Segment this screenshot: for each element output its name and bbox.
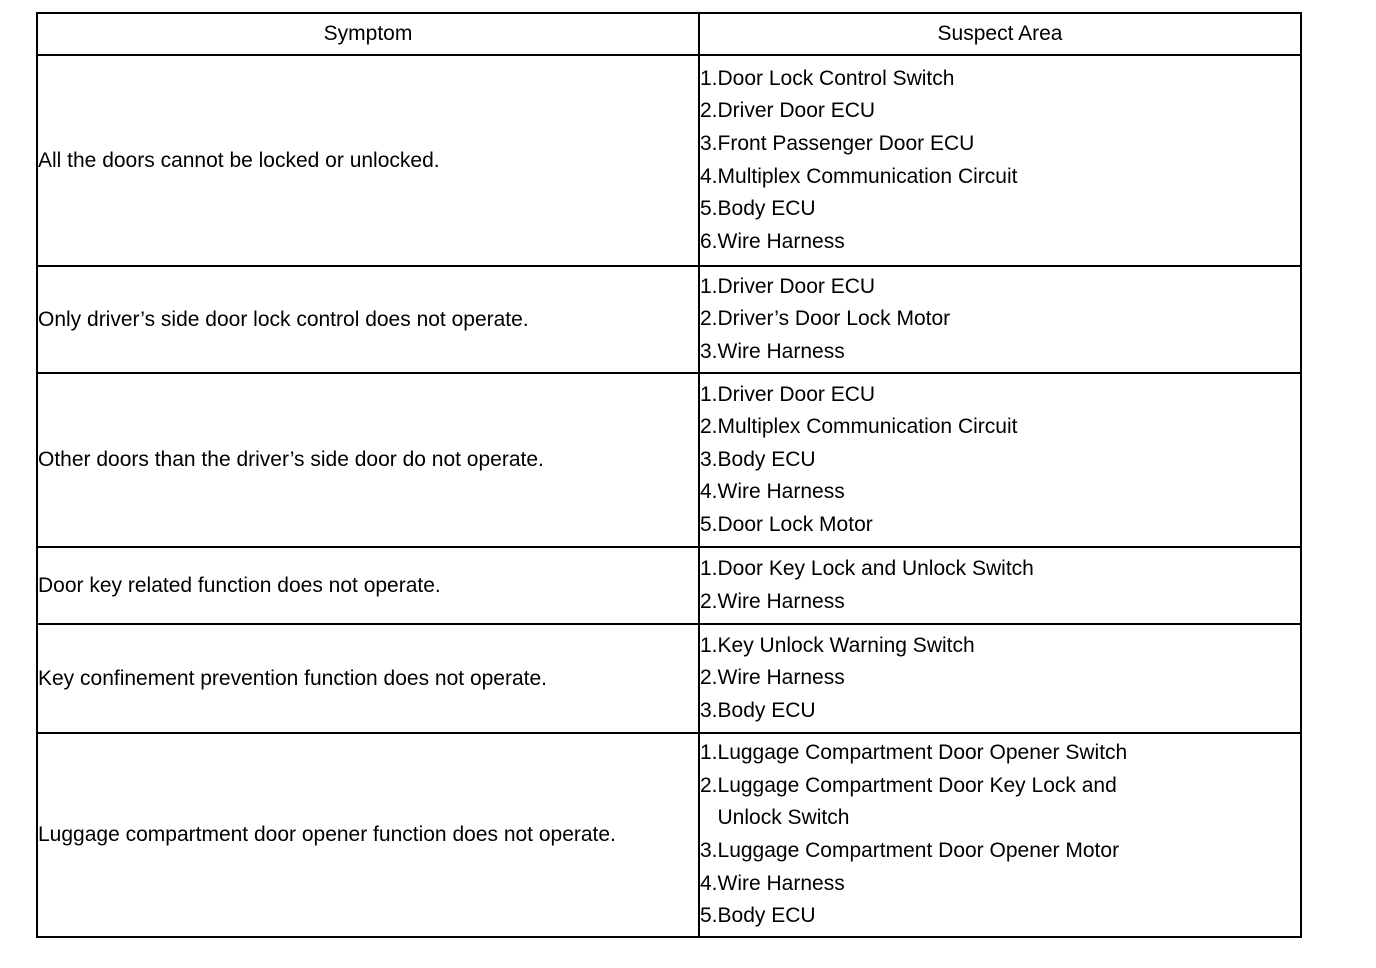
suspect-list	[700, 271, 1300, 369]
item-number: 1.	[700, 556, 718, 580]
item-text: Multiplex Communication Circuit	[717, 415, 1018, 439]
item-text: Front Passenger Door ECU	[717, 131, 975, 155]
item-number: 1.	[700, 382, 718, 406]
suspect-list	[700, 553, 1300, 618]
suspect-list	[700, 737, 1300, 933]
item-number: 2.	[700, 99, 718, 123]
item-text: Driver Door ECU	[717, 274, 876, 298]
item-text: Wire Harness	[717, 339, 845, 363]
item-number: 1.	[700, 66, 718, 90]
symptom-cell: Key confinement prevention function does not operate.	[37, 624, 699, 733]
item-number: 1.	[700, 633, 718, 657]
item-number: 1.	[700, 274, 718, 298]
suspect-area-cell	[699, 55, 1301, 266]
suspect-item	[700, 444, 1300, 477]
suspect-item	[700, 553, 1300, 586]
item-text: Wire Harness	[717, 589, 845, 613]
suspect-list	[700, 630, 1300, 728]
suspect-item	[700, 695, 1300, 728]
suspect-item	[700, 586, 1300, 619]
suspect-item	[700, 900, 1300, 933]
item-number: 3.	[700, 447, 718, 471]
suspect-area-header: Suspect Area	[699, 13, 1301, 55]
item-text: Door Lock Motor	[717, 512, 873, 536]
item-number: 3.	[700, 839, 718, 862]
item-text: Driver Door ECU	[717, 382, 876, 406]
item-number: 5.	[700, 197, 718, 221]
item-number: 6.	[700, 229, 718, 253]
suspect-area-cell	[699, 266, 1301, 373]
suspect-area-cell	[699, 733, 1301, 937]
suspect-item	[700, 271, 1300, 304]
suspect-item	[700, 476, 1300, 509]
item-text: Luggage Compartment Door Opener Switch	[717, 741, 1128, 765]
symptom-cell: Door key related function does not operate.	[37, 547, 699, 624]
suspect-item	[700, 737, 1300, 770]
item-text: Wire Harness	[717, 229, 845, 253]
symptom-cell: Luggage compartment door opener function does not operate.	[37, 733, 699, 937]
table-row	[37, 55, 1301, 266]
item-text: Driver Door ECU	[717, 99, 876, 123]
suspect-item	[700, 303, 1300, 336]
symptom-header: Symptom	[37, 13, 699, 55]
suspect-item	[700, 662, 1300, 695]
item-number: 4.	[700, 164, 718, 188]
suspect-item	[700, 411, 1300, 444]
item-text: Door Key Lock and Unlock Switch	[717, 556, 1034, 580]
suspect-item	[700, 379, 1300, 412]
item-text: Key Unlock Warning Switch	[717, 633, 975, 657]
item-text: Body ECU	[717, 698, 816, 722]
item-text: Wire Harness	[717, 480, 845, 504]
item-text: Multiplex Communication Circuit	[717, 164, 1018, 188]
suspect-item	[700, 95, 1300, 128]
table-row	[37, 373, 1301, 547]
item-text: Door Lock Control Switch	[717, 66, 955, 90]
suspect-list	[700, 63, 1300, 259]
table-row	[37, 266, 1301, 373]
item-number: 3.	[700, 698, 718, 722]
suspect-item	[700, 630, 1300, 663]
suspect-item	[700, 193, 1300, 226]
suspect-item	[700, 770, 1300, 835]
item-text: Body ECU	[717, 447, 816, 471]
item-number: 3.	[700, 131, 718, 155]
item-text: Body ECU	[717, 904, 816, 928]
suspect-item	[700, 161, 1300, 194]
suspect-area-cell	[699, 373, 1301, 547]
troubleshooting-table	[36, 12, 1302, 938]
suspect-list	[700, 379, 1300, 542]
item-text: Wire Harness	[717, 666, 845, 690]
item-number: 5.	[700, 904, 718, 928]
item-text: Body ECU	[717, 197, 816, 221]
item-number: 3.	[700, 339, 718, 363]
table-row	[37, 624, 1301, 733]
item-number: 2.	[700, 773, 718, 797]
suspect-item	[700, 128, 1300, 161]
symptom-cell: Only driver’s side door lock control does not operate.	[37, 266, 699, 373]
item-number: 4.	[700, 871, 718, 895]
table-row	[37, 733, 1301, 937]
suspect-item	[700, 226, 1300, 259]
suspect-item	[700, 336, 1300, 369]
item-number: 2.	[700, 666, 718, 690]
item-number: 2.	[700, 415, 718, 439]
item-text: Luggage Compartment Door Opener Motor	[717, 839, 1120, 862]
item-text: Driver’s Door Lock Motor	[717, 307, 951, 331]
item-number: 5.	[700, 512, 718, 536]
suspect-item	[700, 835, 1300, 868]
symptom-cell: Other doors than the driver’s side door do not operate.	[37, 373, 699, 547]
header-row	[37, 13, 1301, 55]
item-number: 4.	[700, 480, 718, 504]
suspect-area-cell	[699, 624, 1301, 733]
suspect-item	[700, 63, 1300, 96]
item-number: 2.	[700, 589, 718, 613]
item-text: Luggage Compartment Door Key Lock and Unlock Switch	[717, 773, 1117, 830]
item-number: 1.	[700, 741, 718, 765]
item-number: 2.	[700, 307, 718, 331]
suspect-item	[700, 868, 1300, 901]
symptom-cell: All the doors cannot be locked or unlocked.	[37, 55, 699, 266]
table-row	[37, 547, 1301, 624]
suspect-area-cell	[699, 547, 1301, 624]
item-text: Wire Harness	[717, 871, 845, 895]
suspect-item	[700, 509, 1300, 542]
